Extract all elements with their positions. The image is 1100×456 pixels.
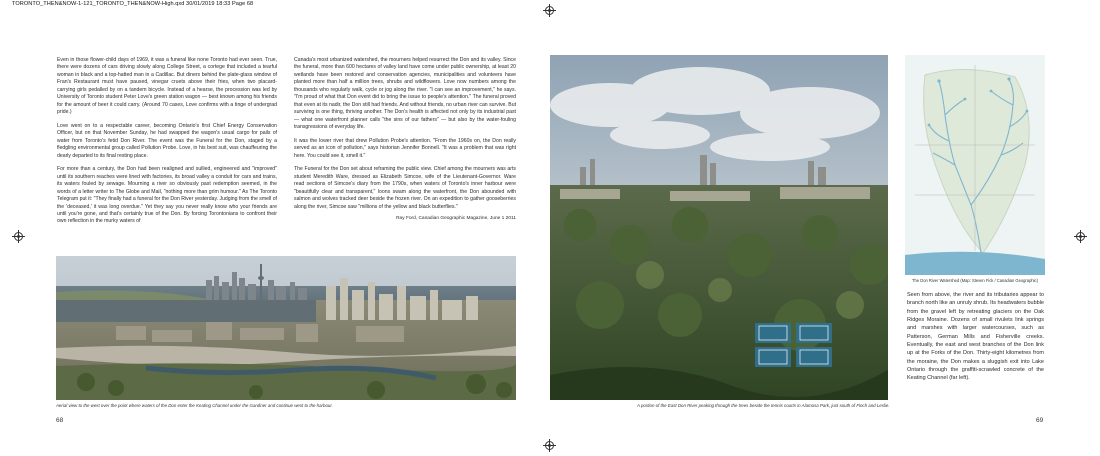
registration-mark-left-icon xyxy=(14,232,23,241)
left-photo-caption: Aerial view to the west over the point where waters of the Don enter the Keating Channel under the Gardiner and continue west to the harbour. xyxy=(56,403,333,408)
map-caption: The Don River Watershed (Map: Steven Fick / Canadian Geographic) xyxy=(912,278,1038,283)
paragraph: It was the lower river that drew Pollution Probe's attention. "From the 1960s on, the Don really served as an icon of pollution," says historian Jennifer Bonnell. "It was a problem that was right here. You could see it, smell it." xyxy=(294,137,516,159)
forest-aerial-photo xyxy=(550,55,888,400)
page-number-left: 68 xyxy=(56,417,64,424)
print-slug: TORONTO_THEN&NOW-1-121_TORONTO_THEN&NOW-High.qxd 30/01/2019 18:33 Page 68 xyxy=(12,1,254,7)
paragraph: The Funeral for the Don set about reframing the public view. Chief among the mourners was arts student Meredith Ware, dressed as Elizabeth Simcoe, wife of the Lieutenant-Governor. Ware read sections of Simcoe's diary from the 1790s, when waters of Toronto's inner harbour were "beautifully clear and transparent," loons swam along the waterfront, the Don abounded with salmon and wolves tracked deer beside the frozen river. On an expedition to gather gooseberries along the river, Simcoe saw "millions of the yellow and black butterflies." xyxy=(294,166,516,210)
article-credit: Ray Ford, Canadian Geographic Magazine, June 1 2011 xyxy=(396,216,516,222)
registration-mark-right-icon xyxy=(1076,232,1085,241)
right-photo-caption: A portion of the East Don River peaking through the trees beside the tennis courts in Alamosa Park, just south of Finch and Leslie. xyxy=(637,403,890,408)
left-text-column xyxy=(57,57,277,232)
paragraph: Love went on to a respectable career, becoming Ontario's first Chief Energy Conservation Officer, but on that November Sunday, he had swapped the wagon's usual cargo for pails of water from Toronto's fetid Don River. The event was the Funeral for the Don, staged by a fledgling environmental group called Pollution Probe. Love, in his best suit, was chauffeuring the dearly departed to its final resting place. xyxy=(57,122,277,159)
middle-text-column xyxy=(294,57,516,223)
paragraph: Canada's most urbanized watershed, the mourners helped resurrect the Don and its valley. Since the funeral, more than 600 hectares of valley land have come under public ownership, at least 20 wetlands have been restored and conservation agencies, municipalities and volunteers have planted more than half a million trees, shrubs and wildflowers. Love now numbers among the thousands who regularly walk, cycle or jog along the river. "I can see an improvement," he says. "I'm proud of what that Don event did to bring the issue to people's attention." The funeral proved that even at its nadir, the Don still had friends. And without friends, no urban river can survive. But surviving is one thing, thriving another. The Don's health is affected not only by its industrial past — what one waterfront planner calls "the sins of our fathers" — but also by the water-fouling transgressions of everyday life. xyxy=(294,57,516,131)
page-number-right: 69 xyxy=(1036,417,1044,424)
watershed-map xyxy=(905,55,1045,275)
aerial-harbour-photo xyxy=(56,256,516,400)
paragraph: For more than a century, the Don had been realigned and sullied, engineered and "improved" until its southern reaches were lined with factories, its broad valley a conduit for cars and trains, its waters fouled by sewage. Mourning a river so obviously past redemption seemed, in the words of a letter writer to The Globe and Mail, "nothing more than grim humour." As The Toronto Telegram put it: "They finally had a funeral for the Don River yesterday. Judging from the smell of the 'deceased,' it was long overdue." Yet they say you never really know who your friends are until you're gone, and that's certainly true of the Don. By forcing Torontonians to confront their own reflection in the murky waters of xyxy=(57,166,277,225)
paragraph: Even in those flower-child days of 1969, it was a funeral like none Toronto had ever seen. True, there were dozens of cars driving slowly along College Street, a cortege that included a tearful woman in black and a top-hatted man in a Cadillac. But diners behind the plate-glass window of Fran's Restaurant must have paused, vinegar cruets above their fries, when two placard-carrying girls pedalled by on a tandem bicycle. Instead of a hearse, the procession was led by University of Toronto student Peter Love's green station wagon — best known among his friends for the amount of beer it could carry. (Around 70 cases, Love confirms with a tinge of undergrad pride.) xyxy=(57,57,277,116)
registration-mark-bottom-icon xyxy=(545,441,554,450)
sidebar-text: Seen from above, the river and its tributaries appear to branch north like an unruly shrub. Its headwaters bubble from the gravel left by retreating glaciers on the Oak Ridges Moraine. Dozens of small rivulets link springs and marshes with larger watercourses, such as Patterson, German Mills and Fisherville creeks. Eventually, the east and west branches of the Don link up at the Forks of the Don. Thirty-eight kilometres from the moraine, the Don makes a sluggish exit into Lake Ontario through the graffiti-scrawled concrete of the Keating Channel (far left). xyxy=(907,292,1044,382)
registration-mark-top-icon xyxy=(545,6,554,15)
